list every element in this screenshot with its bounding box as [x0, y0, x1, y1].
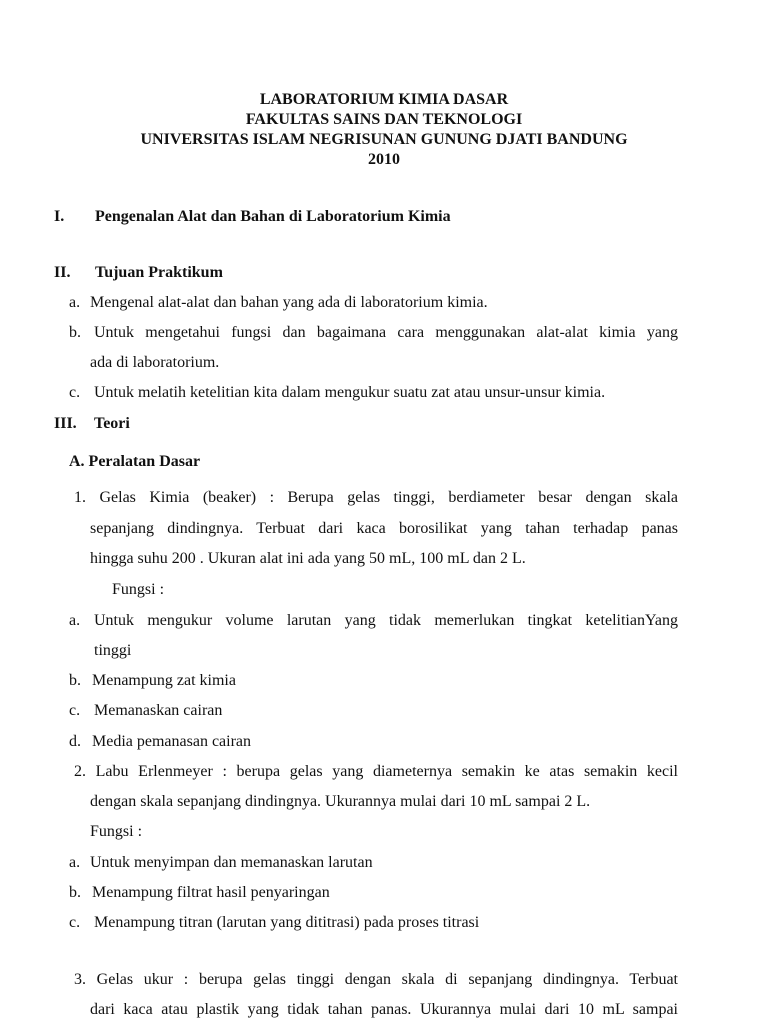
item-2-function-b-text: Menampung filtrat hasil penyaringan — [92, 884, 330, 901]
item-2-line1: 2. Labu Erlenmeyer : berupa gelas yang diameternya semakin ke atas semakin kecil — [74, 763, 678, 780]
item-2-fungsi-label: Fungsi : — [90, 823, 143, 840]
subsection-a-title: A. Peralatan Dasar — [69, 453, 201, 470]
section-2-title: Tujuan Praktikum — [95, 264, 223, 281]
item-1-function-d-marker: d. — [69, 733, 81, 750]
section-1-title: Pengenalan Alat dan Bahan di Laboratorium Kimia — [95, 208, 451, 225]
item-1-fungsi-label: Fungsi : — [112, 581, 165, 598]
header-faculty: FAKULTAS SAINS DAN TEKNOLOGI — [245, 111, 523, 128]
objective-a-text: Mengenal alat-alat dan bahan yang ada di laboratorium kimia. — [90, 294, 488, 311]
item-2-function-c-text: Menampung titran (larutan yang dititrasi) pada proses titrasi — [94, 914, 480, 931]
item-2-line2: dengan skala sepanjang dindingnya. Ukurannya mulai dari 10 mL sampai 2 L. — [90, 793, 591, 810]
objective-b-marker: b. — [69, 324, 81, 341]
item-1-function-a-marker: a. — [69, 612, 81, 629]
objective-c-text: Untuk melatih ketelitian kita dalam mengukur suatu zat atau unsur-unsur kimia. — [94, 384, 606, 401]
item-2-function-a-text: Untuk menyimpan dan memanaskan larutan — [90, 854, 373, 871]
item-2-function-b-marker: b. — [69, 884, 81, 901]
section-3-title: Teori — [94, 415, 130, 432]
header-university: UNIVERSITAS ISLAM NEGRISUNAN GUNUNG DJATI BANDUNG — [140, 131, 628, 148]
section-3-numeral: III. — [54, 415, 77, 432]
objective-c-marker: c. — [69, 384, 81, 401]
item-1-function-c-text: Memanaskan cairan — [94, 702, 223, 719]
item-1-function-b-text: Menampung zat kimia — [92, 672, 236, 689]
section-1-numeral: I. — [54, 208, 65, 225]
item-1-line1: 1. Gelas Kimia (beaker) : Berupa gelas tinggi, berdiameter besar dengan skala — [74, 489, 678, 506]
item-1-function-a-line2: tinggi — [94, 642, 132, 659]
objective-b-text-line1: Untuk mengetahui fungsi dan bagaimana cara menggunakan alat-alat kimia yang — [94, 324, 678, 341]
objective-b-text-line2: ada di laboratorium. — [90, 354, 220, 371]
header-year: 2010 — [368, 151, 400, 168]
item-3-line1: 3. Gelas ukur : berupa gelas tinggi dengan skala di sepanjang dindingnya. Terbuat — [74, 971, 678, 988]
item-1-line3: hingga suhu 200 . Ukuran alat ini ada yang 50 mL, 100 mL dan 2 L. — [90, 550, 526, 567]
objective-a-marker: a. — [69, 294, 81, 311]
header-lab-name: LABORATORIUM KIMIA DASAR — [259, 91, 509, 108]
item-1-function-c-marker: c. — [69, 702, 81, 719]
item-2-function-c-marker: c. — [69, 914, 81, 931]
item-1-function-a-line1: Untuk mengukur volume larutan yang tidak memerlukan tingkat ketelitianYang — [94, 612, 678, 629]
item-3-line2: dari kaca atau plastik yang tidak tahan panas. Ukurannya mulai dari 10 mL sampai — [90, 1001, 678, 1018]
item-1-function-b-marker: b. — [69, 672, 81, 689]
item-1-function-d-text: Media pemanasan cairan — [92, 733, 252, 750]
section-2-numeral: II. — [54, 264, 71, 281]
item-1-line2: sepanjang dindingnya. Terbuat dari kaca borosilikat yang tahan terhadap panas — [90, 520, 678, 537]
item-2-function-a-marker: a. — [69, 854, 81, 871]
